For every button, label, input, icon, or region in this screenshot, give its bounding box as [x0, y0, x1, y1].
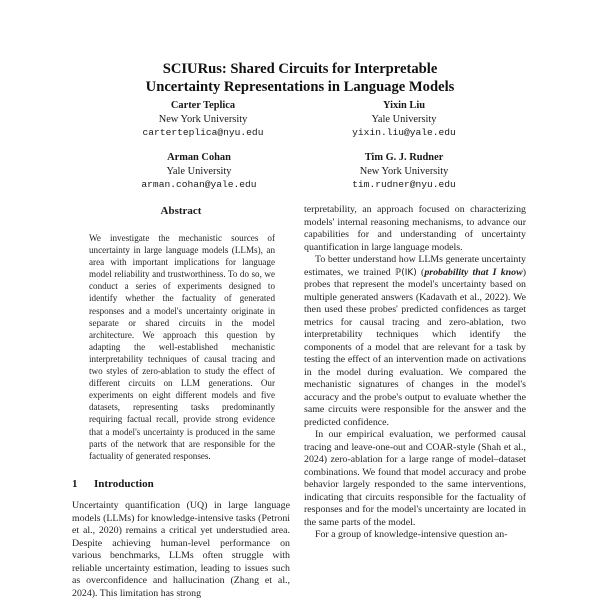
text-span: (	[416, 266, 425, 278]
author-name: Yixin Liu	[382, 100, 426, 111]
paragraph	[304, 254, 526, 429]
title-line-2: Uncertainty Representations in Language Models	[145, 78, 455, 95]
abstract-text: We investigate the mechanistic sources of uncertainty in large language models (LLMs), an area with important implications for language model reliability and trustworthiness. To do so, we conduct a series of experiments designed to identify whether the factuality of generated responses and a model's uncertainty originate in separate or shared circuits in the model architecture. We approach this question by adapting the well-established mechanistic interpretability techniques of causal tracing and two styles of zero-ablation to study the effect of different circuits on LLM generations. Our experiments on eight different models and five datasets, representing tasks predominantly requiring factual recall, provide strong evidence that a model's uncertainty is produced in the same parts of the network that are responsible for the factuality of generated responses.	[89, 233, 275, 461]
section-number: 1	[72, 478, 78, 490]
author-name: Tim G. J. Rudner	[364, 152, 444, 163]
right-column	[304, 204, 526, 542]
author-email[interactable]: carterteplica@nyu.edu	[142, 127, 264, 139]
title-line-1: SCIURus: Shared Circuits for Interpretable	[162, 61, 438, 77]
text-span: To better understand how LLMs generate uncertainty estimates, we trained	[304, 254, 526, 278]
author-email[interactable]: arman.cohan@yale.edu	[141, 179, 257, 191]
author-name: Arman Cohan	[167, 152, 231, 163]
author-block	[304, 99, 504, 140]
paper-title	[0, 61, 600, 96]
author-block	[99, 151, 299, 192]
intro-left-column: Uncertainty quantification (UQ) in large language models (LLMs) for knowledge-intensive tasks (Petroni et al., 2020) remains a critical yet understudied area. Despite achieving human-level performance on various benchmarks, LLMs often struggle with reliable uncertainty estimation, leading to issues such as overconfidence and hallucination (Zhang et al., 2024). This limitation has strong	[72, 500, 290, 599]
author-affiliation: Yale University	[371, 113, 437, 125]
italic-term: probability that I know	[424, 266, 523, 278]
paragraph: In our empirical evaluation, we performed causal tracing and leave-one-out and COAR-style (Shah et al., 2024) zero-ablation for a large range of model–dataset combinations. We found that model accuracy and probe behavior largely responded to the same interventions, indicating that circuits responsible for the factuality of responses and for the model's uncertainty are located in the same parts of the model.	[304, 429, 526, 528]
author-email[interactable]: tim.rudner@nyu.edu	[352, 179, 456, 191]
section-title: Introduction	[94, 478, 154, 490]
author-affiliation: New York University	[158, 113, 248, 125]
paragraph: terpretability, an approach focused on characterizing models' internal reasoning mechanisms, to advance our capabilities for and understanding of uncertainty quantification in large language models.	[304, 204, 526, 253]
abstract-heading: Abstract	[160, 205, 202, 217]
text-span: ) probes that represent the model's uncertainty based on multiple generated answers (Kadavath et al., 2022). We then used these probes' predicted confidences as target metrics for causal tracing and zero-ablation, two interpretability techniques which identify the components of a model that are relevant for a task by testing the effect of an intervention made on activations in the model during evaluation. We compared the mechanistic signatures of changes in the model's accuracy and the probe's output to evaluate whether the same circuits were responsible for the answer and the predicted confidence.	[304, 266, 526, 428]
author-block	[103, 99, 303, 140]
paragraph: For a group of knowledge-intensive question an-	[315, 529, 508, 540]
author-email[interactable]: yixin.liu@yale.edu	[352, 127, 456, 139]
author-affiliation: New York University	[359, 165, 449, 177]
pik-symbol: ℙ(IK)	[394, 267, 417, 278]
author-affiliation: Yale University	[166, 165, 232, 177]
author-name: Carter Teplica	[170, 100, 236, 111]
section-heading	[72, 478, 154, 490]
author-block	[304, 151, 504, 192]
